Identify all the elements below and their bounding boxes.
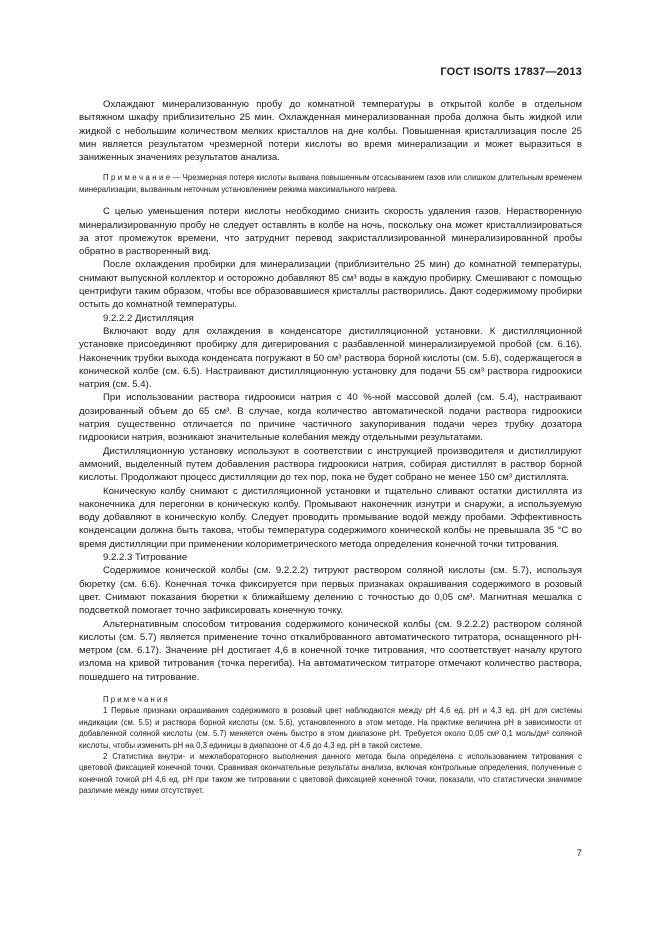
standard-designation: ГОСТ ISO/TS 17837—2013: [440, 66, 582, 78]
note-label: П р и м е ч а н и е: [103, 173, 171, 183]
note-item-1: 1 Первые признаки окрашивания содержимого в розовый цвет наблюдаются между рН 4,6 ед. рН и 4,3 ед. рН для системы индикации (см. 5.5) и раствора борной кислоты (см. 5.6), установленного в этом методе. На практике величина рН в зависимости от добавленной соляной кислоты (см. 5.7) меняется очень быстро в этом диапазоне рН. Требуется около 0,05 см³ 0,1 моль/дм³ соляной кислоты, чтобы изменить рН на 0,3 единицы в диапазоне от 4,6 до 4,3 ед. рН в такой системе.: [79, 706, 582, 750]
paragraph-distill-4: Коническую колбу снимают с дистилляционной установки и тщательно сливают остатки дистиллята из наконечника для перегонки в коническую колбу. Промывают наконечник изнутри и снаружи, а используемую воду добавляют в коническую колбу. Следует проводить промывание водой между пробами. Эффективность конденсации должна быть такова, чтобы температура содержимого конической колбы не превышала 35 °С во время дистилляции при применении колориметрического метода определения конечной точки титрования.: [79, 485, 582, 550]
section-heading-titration: 9.2.2.3 Титрование: [103, 552, 188, 564]
paragraph-distill-3: Дистилляционную установку используют в соответствии с инструкцией производителя и дистиллируют аммоний, выделенный путем добавления раствора гидроокиси натрия, собирая дистиллят в раствор борной кислоты. Продолжают процесс дистилляции до тех пор, пока не будет собрано не менее 150 см³ дистиллята.: [79, 445, 582, 484]
note-item-2: 2 Статистика внутри- и межлабораторного выполнения данного метода была определена с использованием титрования с цветовой фиксацией конечной точки. Сравнивая окончательные результаты анализа, включая контрольные определения, полученные с конечной точкой рН 4,6 ед. рН при таком же титровании с цветовой фиксацией конечной точки, показали, что статистически значимое различие между ними отсутствует.: [79, 752, 582, 796]
paragraph-distill-2: При использовании раствора гидроокиси натрия с 40 %-ной массовой долей (см. 5.4), настраивают дозированный объем до 65 см³. В случае, когда количество автоматической подачи раствора гидроокиси натрия существенно отличается по причине частичного закупоривания подачи через трубку дозатора гидроокиси натрия, возникают значительные колебания между отдельными результатами.: [79, 392, 582, 444]
document-body: [79, 98, 582, 797]
notes-multiple: [79, 694, 582, 797]
paragraph-distill-1: Включают воду для охлаждения в конденсаторе дистилляционной установки. К дистилляционной установке присоединяют пробирку для дигерирования с разбавленной минерализируемой пробой (см. 6.16). Наконечник трубки выхода конденсата погружают в 50 см³ раствора борной кислоты (см. 5.6), содержащегося в конической колбе (см. 6.5). Настраивают дистилляционную установку для подачи 55 см³ раствора гидроокиси натрия (см. 5.4).: [79, 325, 582, 391]
page-number: 7: [576, 848, 582, 859]
paragraph-after-cooling: После охлаждения пробирки для минерализации (приблизительно 25 мин) до комнатной температуры, снимают выпускной коллектор и осторожно добавляют 85 см³ воды в каждую пробирку. Смешивают с помощью центрифуги таким образом, чтобы все образовавшиеся кристаллы растворились. Дают содержимому пробирки остыть до комнатной температуры.: [79, 259, 582, 311]
note-single: [79, 172, 582, 195]
paragraph-cooling: Охлаждают минерализованную пробу до комнатной температуры в открытой колбе в отдельном вытяжном шкафу приблизительно 25 мин. Охлажденная минерализованная проба должна быть жидкой или жидкой с небольшим количеством мелких кристаллов на дне колбы. Повышенная кристаллизация после 25 мин является результатом чрезмерной потери кислоты во время минерализации и может выразиться в заниженных значениях результатов анализа.: [79, 99, 582, 164]
note-paragraph: [79, 172, 582, 195]
note-text: — Чрезмерная потеря кислоты вызвана повышенным отсасыванием газов или слишком длительным временем минерализации, вызванным неточным установлением режима максимального нагрева.: [79, 173, 582, 194]
paragraph-titr-1: Содержимое конической колбы (см. 9.2.2.2) титруют раствором соляной кислоты (см. 5.7), используя бюретку (см. 6.6). Конечная точка фиксируется при первых признаках окрашивания содержимого в розовый цвет. Снимают показания бюретки к ближайшему делению с точностью до 0,05 см³. Магнитная мешалка с подсветкой помогает точно зафиксировать конечную точку.: [79, 565, 582, 617]
notes-label: П р и м е ч а н и я: [103, 694, 168, 704]
section-heading-distillation: 9.2.2.2 Дистилляция: [103, 312, 194, 324]
paragraph-titr-2: Альтернативным способом титрования содержимого конической колбы (см. 9.2.2.2) раствором соляной кислоты (см. 5.7) является применение точно откалиброванного автоматического титратора, оснащенного рН-метром (см. 6.17). Значение рН достигает 4,6 в конечной точке титрования, что соответствует началу крутого излома на кривой титрования (точка перегиба). На автоматическом титраторе отмечают количество раствора, пошедшего на титрование.: [79, 618, 582, 683]
paragraph-acid-loss: С целью уменьшения потери кислоты необходимо снизить скорость удаления газов. Нерастворенную минерализированную пробу не следует оставлять в колбе на ночь, поскольку она может кристаллизироваться за этот промежуток времени, что затруднит перевод закристаллизированной минерализированной пробы обратно в растворенный вид.: [79, 206, 582, 258]
